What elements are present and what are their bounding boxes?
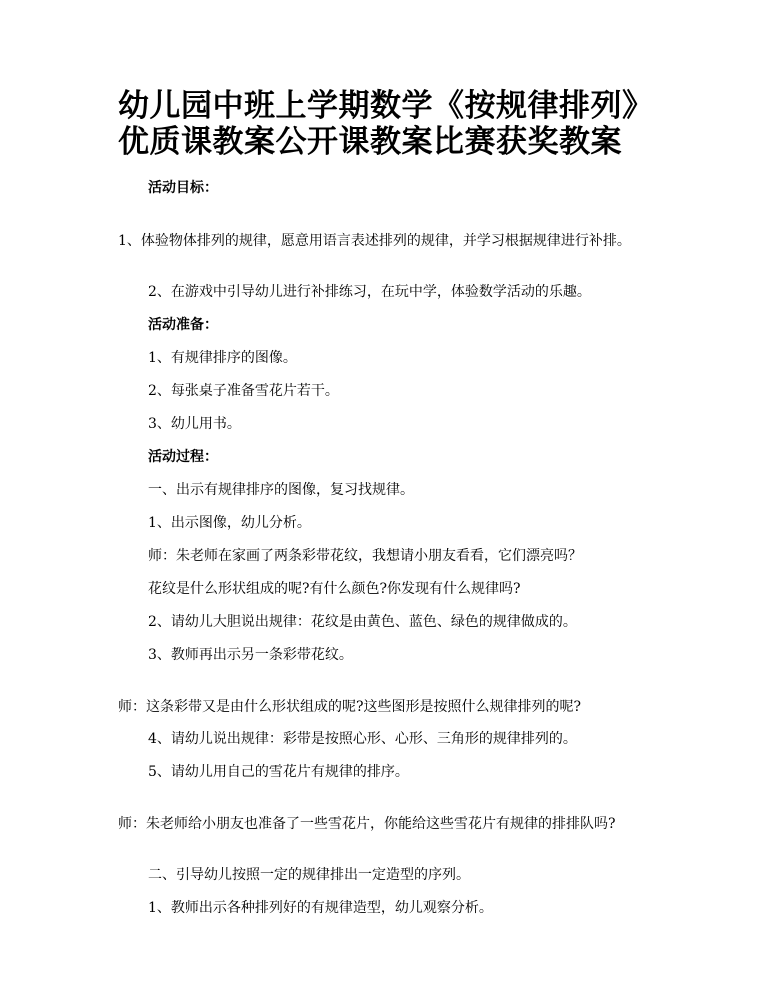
paragraph-preparation-1: 1、有规律排序的图像。 [148, 350, 297, 366]
paragraph-process-1-4: 4、请幼儿说出规律：彩带是按照心形、心形、三角形的规律排列的。 [148, 731, 577, 747]
paragraph-teacher-question-1: 师：朱老师在家画了两条彩带花纹，我想请小朋友看看，它们漂亮吗？ [148, 548, 582, 564]
paragraph-process-1-3: 3、教师再出示另一条彩带花纹。 [148, 647, 353, 663]
document-title-line-2: 优质课教案公开课教案比赛获奖教案 [118, 124, 622, 160]
paragraph-process-2-1: 1、教师出示各种排列好的有规律造型，幼儿观察分析。 [148, 900, 493, 916]
paragraph-process-1-2: 2、请幼儿大胆说出规律：花纹是由黄色、蓝色、绿色的规律做成的。 [148, 614, 577, 630]
paragraph-preparation-3: 3、幼儿用书。 [148, 416, 241, 432]
paragraph-teacher-question-3: 师：这条彩带又是由什么形状组成的呢?这些图形是按照什么规律排列的呢? [118, 699, 582, 715]
paragraph-process-step-2: 二、引导幼儿按照一定的规律排出一定造型的序列。 [148, 867, 470, 883]
paragraph-teacher-question-4: 师：朱老师给小朋友也准备了一些雪花片，你能给这些雪花片有规律的排排队吗? [118, 816, 616, 832]
paragraph-teacher-question-2: 花纹是什么形状组成的呢?有什么颜色?你发现有什么规律吗? [148, 581, 521, 597]
section-heading-goals: 活动目标： [148, 180, 218, 196]
paragraph-process-step-1: 一、出示有规律排序的图像，复习找规律。 [148, 482, 414, 498]
document-title-line-1: 幼儿园中班上学期数学《按规律排列》 [118, 88, 654, 124]
paragraph-process-1-5: 5、请幼儿用自己的雪花片有规律的排序。 [148, 764, 409, 780]
paragraph-goal-2: 2、在游戏中引导幼儿进行补排练习，在玩中学，体验数学活动的乐趣。 [148, 284, 591, 300]
section-heading-preparation: 活动准备： [148, 317, 218, 333]
section-heading-process: 活动过程： [148, 449, 218, 465]
paragraph-preparation-2: 2、每张桌子准备雪花片若干。 [148, 383, 339, 399]
paragraph-goal-1: 1、体验物体排列的规律，愿意用语言表述排列的规律，并学习根据规律进行补排。 [118, 233, 631, 249]
paragraph-process-1-1: 1、出示图像，幼儿分析。 [148, 515, 311, 531]
